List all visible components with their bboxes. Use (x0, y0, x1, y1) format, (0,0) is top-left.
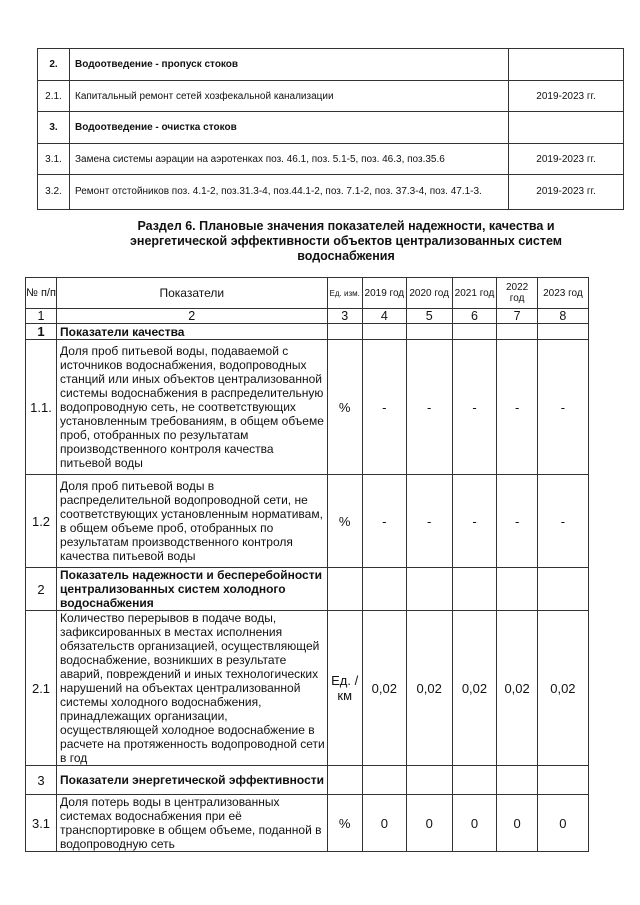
indicator-value: 0 (406, 795, 452, 852)
indicator-value (362, 766, 406, 795)
row-period: 2019-2023 гг. (509, 144, 624, 175)
indicator-row (26, 340, 589, 475)
section-row (26, 766, 589, 795)
indicator-row (26, 611, 589, 766)
column-number-row (26, 309, 589, 324)
row-period (509, 112, 624, 144)
top-table-row (38, 144, 624, 175)
row-description: Замена системы аэрации на аэротенках поз. 46.1, поз. 5.1-5, поз. 46.3, поз.35.6 (70, 144, 509, 175)
top-table (37, 48, 624, 210)
top-table-row (38, 175, 624, 210)
indicator-value (537, 766, 588, 795)
indicator-value: - (537, 475, 588, 568)
indicator-unit (327, 766, 362, 795)
section-row (26, 324, 589, 340)
row-description: Водоотведение - очистка стоков (70, 112, 509, 144)
indicator-number: 1.1. (26, 340, 57, 475)
indicator-name: Показатели качества (57, 324, 328, 340)
row-number: 3. (38, 112, 70, 144)
header-year: 2020 год (406, 278, 452, 309)
row-period: 2019-2023 гг. (509, 175, 624, 210)
column-number: 2 (57, 309, 328, 324)
indicator-number: 2 (26, 568, 57, 611)
row-number: 2.1. (38, 81, 70, 112)
indicator-value: 0 (537, 795, 588, 852)
top-table-row (38, 49, 624, 81)
column-number: 7 (497, 309, 537, 324)
row-number: 2. (38, 49, 70, 81)
indicator-value (362, 568, 406, 611)
indicator-number: 3 (26, 766, 57, 795)
indicator-value: - (452, 475, 497, 568)
row-description: Водоотведение - пропуск стоков (70, 49, 509, 81)
column-number: 4 (362, 309, 406, 324)
indicator-value: - (362, 340, 406, 475)
indicator-value: 0,02 (537, 611, 588, 766)
indicator-name: Доля проб питьевой воды в распределительной водопроводной сети, не соответствующих установленным нормативам, в общем объеме проб, отобранных по результатам производственного контроля качества питьевой воды (57, 475, 328, 568)
indicator-name: Показатели энергетической эффективности (57, 766, 328, 795)
indicator-value: 0 (497, 795, 537, 852)
indicator-value: 0,02 (362, 611, 406, 766)
indicator-name: Доля потерь воды в централизованных системах водоснабжения при её транспортировке в общем объеме, поданной в водопроводную сеть (57, 795, 328, 852)
column-number: 8 (537, 309, 588, 324)
indicator-unit (327, 568, 362, 611)
header-row (26, 278, 589, 309)
indicator-value: - (362, 475, 406, 568)
column-number: 5 (406, 309, 452, 324)
column-number: 1 (26, 309, 57, 324)
indicator-value (537, 568, 588, 611)
indicator-unit: % (327, 340, 362, 475)
section-title: Раздел 6. Плановые значения показателей надежности, качества и энергетической эффективности объектов централизованных систем водоснабжения (129, 219, 563, 263)
indicator-value (497, 766, 537, 795)
indicator-value (362, 324, 406, 340)
indicator-unit: Ед. / км (327, 611, 362, 766)
indicator-value (452, 324, 497, 340)
indicator-value: 0 (362, 795, 406, 852)
indicator-row (26, 475, 589, 568)
indicator-value (452, 766, 497, 795)
indicators-table (25, 277, 589, 852)
indicator-value: 0,02 (497, 611, 537, 766)
indicator-value (452, 568, 497, 611)
row-description: Ремонт отстойников поз. 4.1-2, поз.31.3-4, поз.44.1-2, поз. 7.1-2, поз. 37.3-4, поз. 47.1-3. (70, 175, 509, 210)
indicator-value (537, 324, 588, 340)
header-year: 2021 год (452, 278, 497, 309)
indicator-value (406, 324, 452, 340)
row-number: 3.1. (38, 144, 70, 175)
indicator-value: - (537, 340, 588, 475)
indicator-value: - (406, 475, 452, 568)
header-indicator: Показатели (57, 278, 328, 309)
indicator-value (406, 568, 452, 611)
indicator-value: - (497, 340, 537, 475)
indicator-value: 0,02 (452, 611, 497, 766)
row-period (509, 49, 624, 81)
column-number: 6 (452, 309, 497, 324)
indicator-value: - (497, 475, 537, 568)
section-row (26, 568, 589, 611)
indicator-value: 0,02 (406, 611, 452, 766)
column-number: 3 (327, 309, 362, 324)
row-description: Капитальный ремонт сетей хозфекальной канализации (70, 81, 509, 112)
indicator-name: Количество перерывов в подаче воды, зафиксированных в местах исполнения обязательств организацией, осуществляющей водоснабжение, возникших в результате аварий, повреждений и иных технологических нарушений на объектах централизованной системы холодного водоснабжения, принадлежащих организации, осуществляющей холодное водоснабжение в расчете на протяженность водопроводной сети в год (57, 611, 328, 766)
indicator-row (26, 795, 589, 852)
indicator-unit: % (327, 475, 362, 568)
indicator-value (497, 568, 537, 611)
indicator-value: - (452, 340, 497, 475)
header-unit: Ед. изм. (327, 278, 362, 309)
indicator-value: - (406, 340, 452, 475)
top-table-row (38, 112, 624, 144)
indicator-number: 1.2 (26, 475, 57, 568)
top-table-row (38, 81, 624, 112)
row-number: 3.2. (38, 175, 70, 210)
indicator-number: 3.1 (26, 795, 57, 852)
indicator-number: 2.1 (26, 611, 57, 766)
indicator-unit (327, 324, 362, 340)
indicator-name: Доля проб питьевой воды, подаваемой с источников водоснабжения, водопроводных станций или иных объектов централизованной системы водоснабжения в распределительную водопроводную сеть, не соответствующих установленным требованиям, в общем объеме проб, отобранных по результатам производственного контроля качества питьевой воды (57, 340, 328, 475)
row-period: 2019-2023 гг. (509, 81, 624, 112)
indicator-value: 0 (452, 795, 497, 852)
header-num: № п/п (26, 278, 57, 309)
indicator-unit: % (327, 795, 362, 852)
indicator-value (406, 766, 452, 795)
header-year: 2023 год (537, 278, 588, 309)
header-year: 2019 год (362, 278, 406, 309)
header-year: 2022 год (497, 278, 537, 309)
indicator-name: Показатель надежности и бесперебойности централизованных систем холодного водоснабжения (57, 568, 328, 611)
indicator-value (497, 324, 537, 340)
indicator-number: 1 (26, 324, 57, 340)
